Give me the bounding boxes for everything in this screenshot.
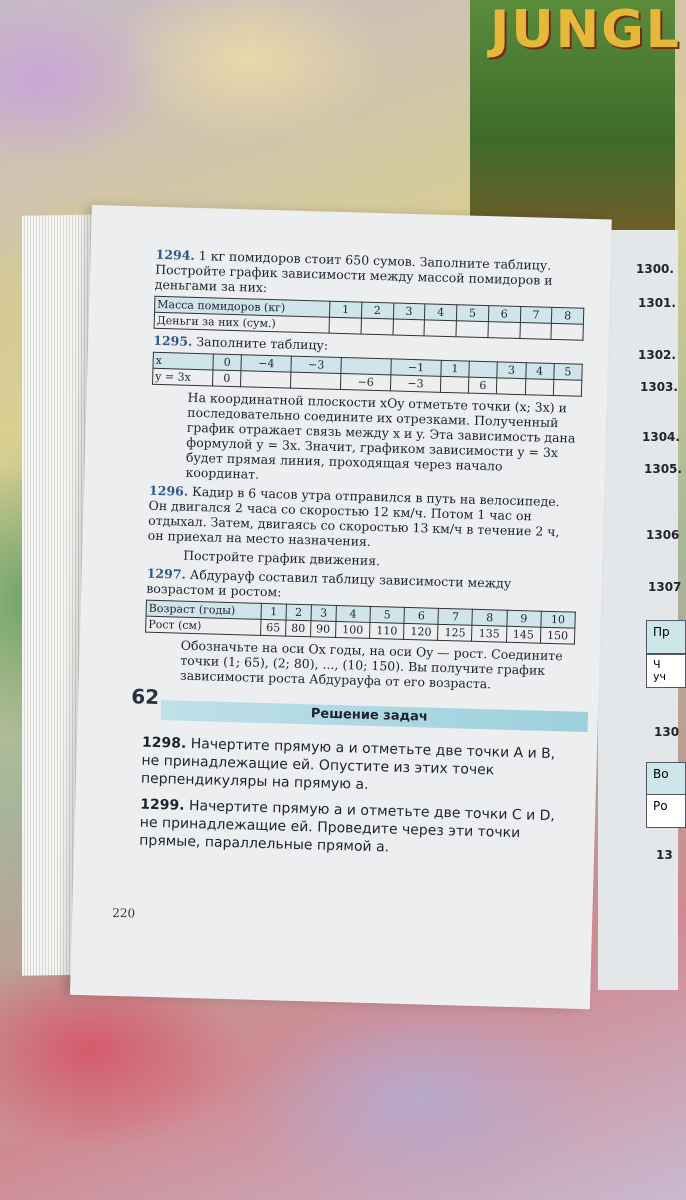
table-cell: 2 [361, 302, 393, 319]
table-cell [519, 322, 551, 339]
exercise-1294 [155, 247, 586, 304]
table-cell: −3 [291, 356, 341, 373]
table-cell: −6 [340, 374, 390, 391]
exercise-text: 1 кг помидоров стоит 650 сумов. Заполните таблицу. Постройте график зависимости между массой помидоров и деньгами за них: [154, 248, 553, 295]
rp-item: 1301. [638, 296, 676, 310]
table-cell: 110 [370, 622, 405, 639]
exercise-text: Обозначьте на оси Ox годы, на оси Oy — рост. Соедините точки (1; 65), (2; 80), ..., (10; 150). Вы получите график зависимости роста Абдурауфа от его возраста. [179, 637, 563, 692]
table-cell [469, 361, 498, 378]
table-cell: 3 [393, 303, 425, 320]
table-cell [241, 371, 291, 388]
exercise-1299 [139, 796, 570, 862]
rp-box: Ро [646, 794, 686, 828]
exercise-text: Постройте график движения. [183, 547, 381, 569]
table-cell: 9 [507, 610, 542, 627]
table-cell: 65 [261, 619, 286, 636]
table-cell [488, 322, 520, 339]
rp-item: 1304. [642, 430, 680, 444]
table-cell [456, 321, 488, 338]
exercise-number: 1299. [140, 796, 185, 814]
table-cell: −1 [391, 359, 441, 376]
table-cell: 5 [370, 606, 405, 623]
table-cell: 8 [472, 609, 507, 626]
section-header [130, 684, 574, 733]
exercise-number: 1298. [141, 734, 187, 752]
table-cell: −4 [241, 355, 291, 372]
table-cell: 2 [286, 604, 311, 621]
rp-item: 1307 [648, 580, 682, 594]
table-cell: 6 [468, 377, 497, 394]
magazine-title: JUNGL [490, 0, 681, 60]
table-cell [553, 379, 582, 396]
rp-item: 1305. [644, 462, 682, 476]
page-number: 220 [112, 905, 136, 921]
magazine-cover [470, 0, 681, 250]
table-cell: 80 [285, 620, 310, 637]
exercise-number: 1296. [148, 482, 189, 499]
section-title: Решение задач [310, 706, 428, 725]
page-content [130, 246, 586, 866]
table-cell [551, 323, 583, 340]
table-header-cell: y = 3x [153, 368, 213, 386]
section-number: 62 [130, 684, 160, 710]
exercise-1296 [148, 483, 580, 555]
table-cell: 4 [525, 363, 554, 380]
exercise-text: Кадир в 6 часов утра отправился в путь на велосипеде. Он двигался 2 часа со скоростью 12 км/ч. Потом 1 час он отдыхал. Затем, двигаясь со скоростью 13 км/ч в течение 2 ч, он приехал на место назначения. [147, 483, 560, 549]
table-cell: 135 [472, 625, 507, 642]
table-cell [525, 379, 554, 396]
table-cell: 5 [456, 305, 488, 322]
rp-box: Во [646, 762, 686, 796]
table-cell: 7 [438, 608, 473, 625]
table-header-cell: Возраст (годы) [146, 600, 261, 619]
exercise-number: 1295. [153, 332, 193, 349]
table-cell: 90 [310, 621, 335, 638]
rp-item: 1306 [646, 528, 680, 542]
table-cell: 1 [329, 301, 361, 318]
table-cell: 0 [212, 370, 241, 387]
rp-item: 130 [654, 725, 680, 739]
rp-box [646, 654, 686, 688]
table-cell: 1 [441, 360, 470, 377]
rp-item: 1302. [638, 348, 676, 362]
exercise-text: На координатной плоскости xOy отметьте точки (x; 3x) и последовательно соедините их отрезками. Полученный график отражает связь между x и y. Эта зависимость дана формулой y = 3x. Значит, графиком зависимости y = 3x будет прямая линия, проходящая через начало координат. [185, 389, 576, 482]
table-cell: 120 [404, 623, 439, 640]
table-cell: 4 [336, 605, 371, 622]
table-cell: 145 [506, 626, 541, 643]
rp-item: 1300. [636, 262, 674, 276]
rp-box-line: уч [653, 670, 667, 683]
exercise-text: Начертите прямую a и отметьте две точки A и B, не принадлежащие ей. Опустите из этих точек перпендикуляры на прямую a. [140, 735, 556, 793]
table-cell [440, 376, 469, 393]
table-cell: 6 [488, 306, 520, 323]
exercise-1298 [141, 734, 572, 800]
table-header-cell: Масса помидоров (кг) [155, 296, 330, 317]
table-cell: 0 [213, 354, 242, 371]
table-cell: 125 [438, 624, 473, 641]
rp-item: 1303. [640, 380, 678, 394]
table-cell [291, 372, 341, 389]
table-header-cell: Деньги за них (сум.) [154, 312, 329, 333]
rp-item: 13 [656, 848, 673, 862]
table-cell [392, 319, 424, 336]
table-cell: 7 [520, 306, 552, 323]
exercise-text: Начертите прямую a и отметьте две точки C и D, не принадлежащие ей. Проведите через эти точки прямые, параллельные прямой a. [139, 797, 556, 856]
exercise-number: 1294. [155, 246, 195, 263]
exercise-number: 1297. [146, 565, 187, 582]
textbook-page [70, 205, 612, 1009]
table-cell: 100 [335, 621, 370, 638]
right-page [598, 230, 682, 990]
exercise-text: Заполните таблицу: [196, 333, 329, 353]
table-cell: −3 [390, 375, 440, 392]
table-cell [361, 318, 393, 335]
table-cell: 4 [425, 304, 457, 321]
table-cell: 3 [497, 362, 526, 379]
table-cell: 5 [554, 363, 583, 380]
table-cell: 3 [311, 605, 336, 622]
rp-box: Пр [646, 620, 686, 654]
table-header-cell: x [153, 352, 213, 370]
table-cell: 1 [261, 603, 286, 620]
table-cell [424, 320, 456, 337]
table-cell [329, 317, 361, 334]
table-cell [341, 358, 391, 375]
table-cell: 150 [540, 627, 575, 644]
table-cell: 10 [541, 611, 576, 628]
exercise-text: Абдурауф составил таблицу зависимости между возрастом и ростом: [146, 566, 512, 600]
table-cell [497, 378, 526, 395]
table-cell: 6 [404, 607, 439, 624]
table-cell: 8 [552, 307, 584, 324]
table-header-cell: Рост (см) [146, 616, 261, 635]
rp-box-line: Ч [653, 658, 661, 671]
